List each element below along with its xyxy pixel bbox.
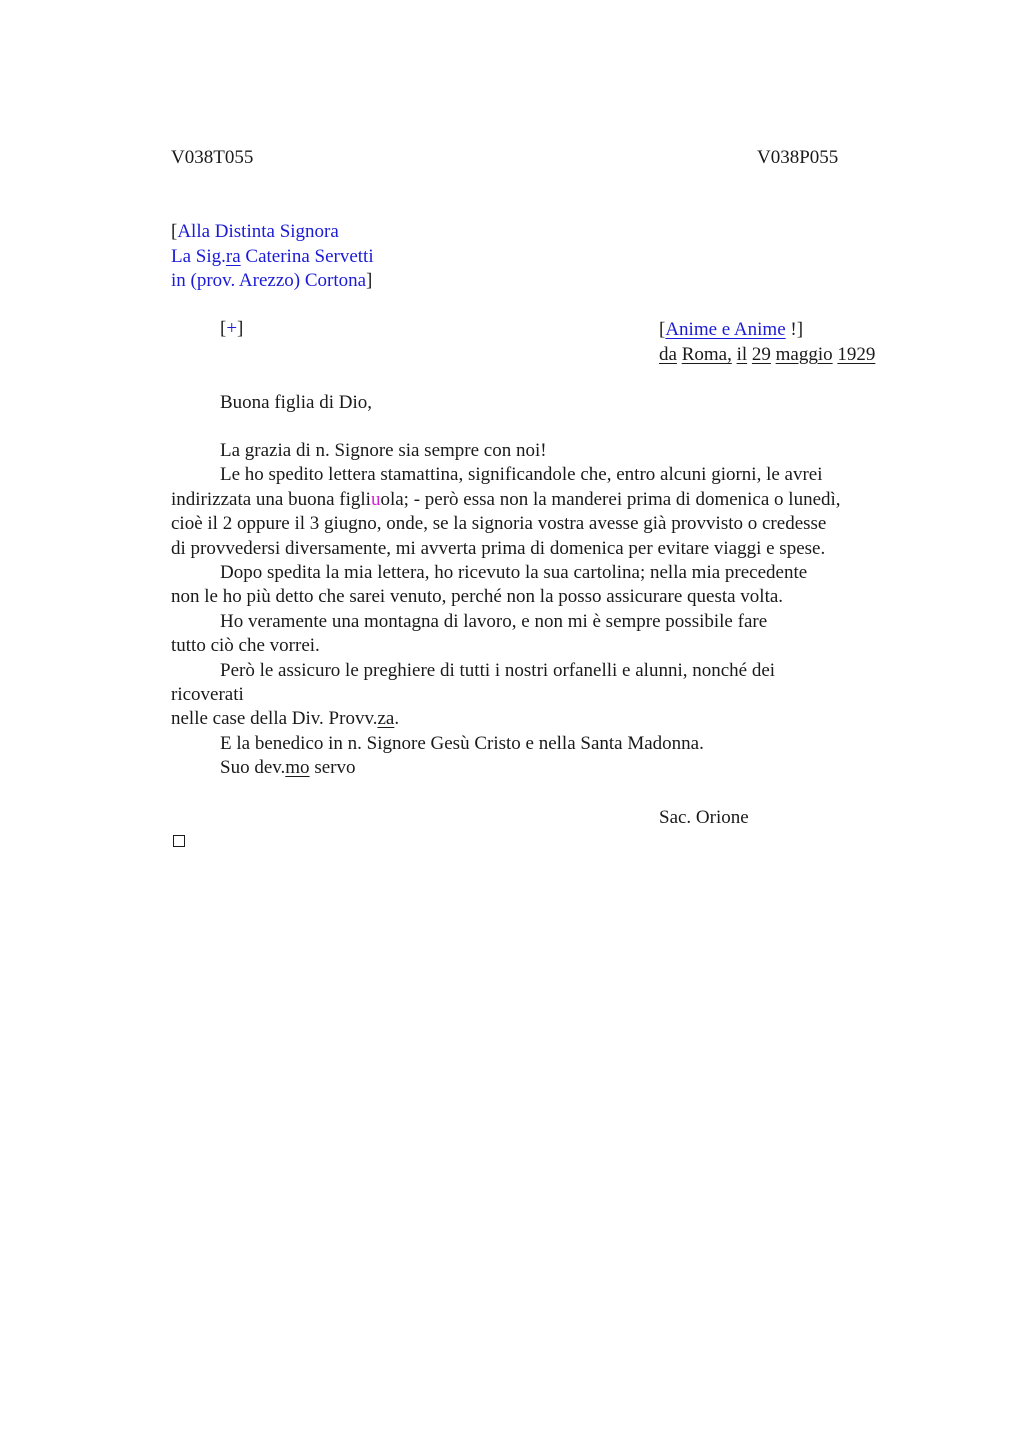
date-line <box>659 342 875 367</box>
date-word: da <box>659 344 677 365</box>
letter-body <box>171 439 911 781</box>
date-word: Roma, <box>681 344 732 365</box>
signature: Sac. Orione <box>659 807 749 828</box>
body-line: Suo dev.mo servo <box>220 757 356 779</box>
abbrev-mo: mo <box>285 757 310 779</box>
body-line: La grazia di n. Signore sia sempre con noi! <box>220 440 547 461</box>
body-line: cioè il 2 oppure il 3 giugno, onde, se la signoria vostra avesse già provvisto o credesse <box>171 513 827 535</box>
body-line: ricoverati <box>171 684 244 706</box>
body-line: non le ho più detto che sarei venuto, perché non la posso assicurare questa volta. <box>171 586 784 608</box>
heading-title-line: [Anime e Anime !] <box>659 319 804 340</box>
address-line-3-text: in (prov. Arezzo) Cortona <box>171 270 367 291</box>
address-abbrev-ra: ra <box>225 245 241 267</box>
address-line-1: [Alla Distinta Signora <box>171 221 339 242</box>
body-line: nelle case della Div. Provv.za. <box>171 708 400 730</box>
heading-block <box>659 317 875 367</box>
date-word: 1929 <box>837 344 876 365</box>
header-right-code: V038P055 <box>757 147 839 168</box>
end-square-icon <box>173 835 185 847</box>
body-line: tutto ciò che vorrei. <box>171 635 320 657</box>
date-word: maggio <box>775 344 833 365</box>
body-line: indirizzata una buona figliuola; - però essa non la manderei prima di domenica o lunedì, <box>171 488 841 510</box>
body-line: Però le assicuro le preghiere di tutti i nostri orfanelli e alunni, nonché dei <box>220 659 776 681</box>
address-line-1-text: Alla Distinta Signora <box>177 221 339 242</box>
heading-title-link[interactable]: Anime e Anime <box>665 319 786 340</box>
abbrev-za: za <box>377 708 395 730</box>
body-line: Dopo spedita la mia lettera, ho ricevuto la sua cartolina; nella mia precedente <box>220 562 808 584</box>
body-line: Le ho spedito lettera stamattina, significandole che, entro alcuni giorni, le avrei <box>220 464 823 486</box>
address-line-2: La Sig.ra Caterina Servetti <box>171 245 374 267</box>
body-line: di provvedersi diversamente, mi avverta prima di domenica per evitare viaggi e spese. <box>171 537 826 559</box>
cross-mark: [+] <box>220 318 244 339</box>
body-line: E la benedico in n. Signore Gesù Cristo e nella Santa Madonna. <box>220 732 704 754</box>
inserted-letter: u <box>370 488 381 510</box>
date-word: 29 <box>751 344 771 365</box>
cross-symbol: + <box>226 318 238 339</box>
header-left-code: V038T055 <box>171 147 254 168</box>
recipient-address <box>171 220 374 294</box>
date-word: il <box>736 344 748 365</box>
body-line: Ho veramente una montagna di lavoro, e non mi è sempre possibile fare <box>220 610 768 632</box>
salutation: Buona figlia di Dio, <box>220 392 372 413</box>
address-line-3: in (prov. Arezzo) Cortona] <box>171 270 373 291</box>
